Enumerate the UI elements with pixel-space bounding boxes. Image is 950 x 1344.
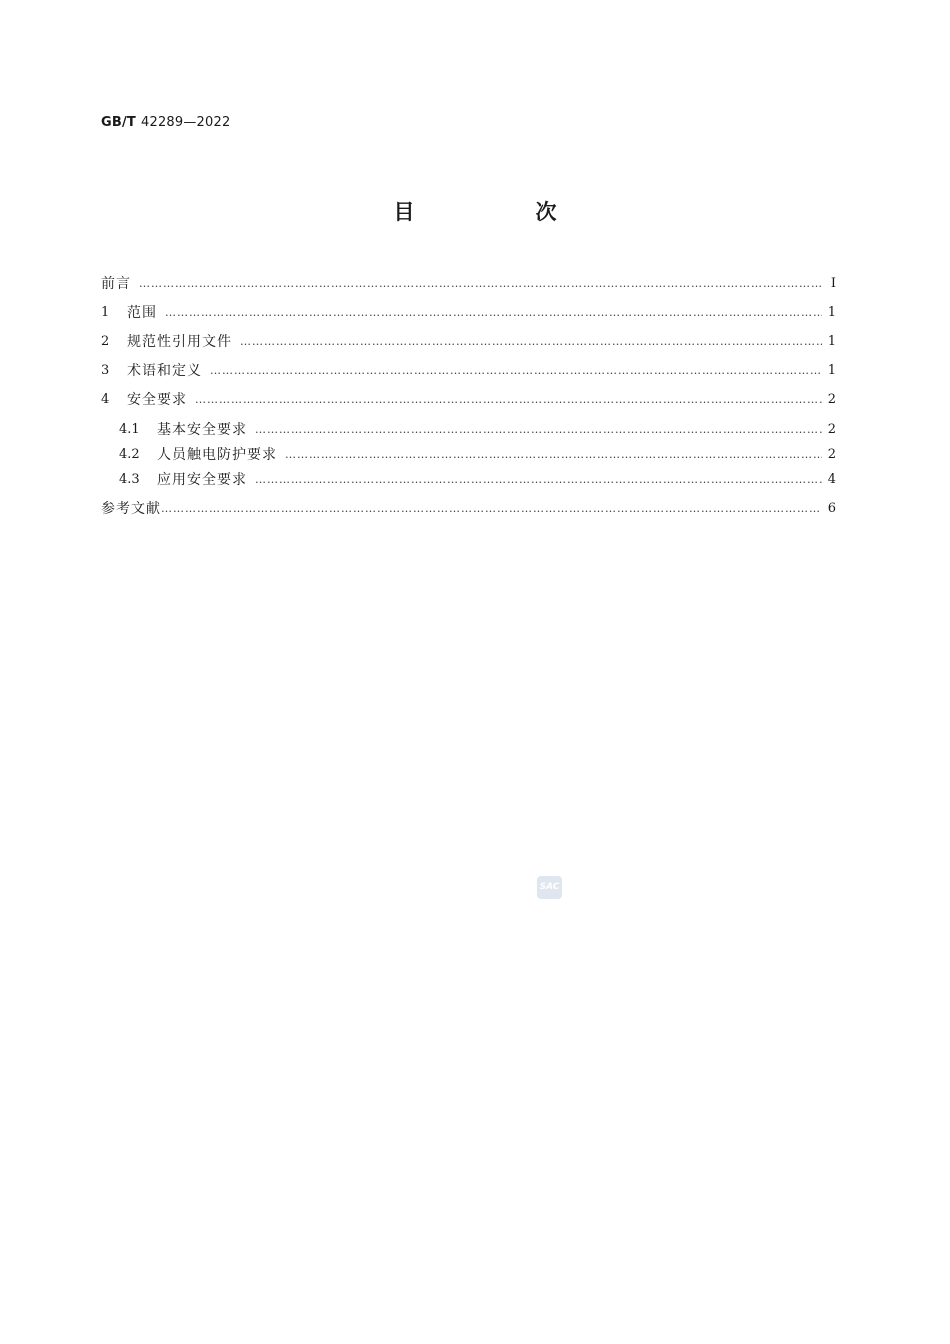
toc-entry-label: 前言 — [101, 276, 131, 292]
toc-entry-bibliography[interactable] — [101, 499, 836, 519]
page-title: 目 次 — [393, 200, 607, 224]
toc-entry-label: 基本安全要求 — [157, 422, 247, 438]
sac-watermark-logo: SAC — [537, 876, 562, 899]
standard-number: 42289—2022 — [141, 115, 231, 130]
toc-entry-page: 2 — [827, 422, 836, 437]
toc-entry-label: 人员触电防护要求 — [157, 447, 277, 463]
toc-entry-page: 1 — [827, 334, 836, 349]
toc-entry-page: 2 — [827, 392, 836, 407]
table-of-contents — [101, 0, 836, 1344]
toc-leader-dots — [210, 361, 822, 381]
toc-entry-page: 1 — [827, 305, 836, 320]
toc-entry-number: 4.1 — [119, 422, 140, 437]
toc-leader-dots — [240, 332, 822, 352]
toc-entry-page: 2 — [827, 447, 836, 462]
toc-entry-label: 范围 — [127, 305, 157, 321]
toc-entry-foreword[interactable] — [101, 274, 836, 294]
toc-entry-scope[interactable] — [101, 303, 836, 323]
toc-entry-basic-safety[interactable] — [119, 420, 836, 440]
toc-entry-page: 4 — [827, 472, 836, 487]
standard-prefix: GB/T — [101, 115, 136, 130]
toc-entry-page: 6 — [827, 501, 836, 516]
toc-leader-dots — [165, 303, 822, 323]
toc-leader-dots — [139, 274, 822, 294]
toc-entry-page: Ⅰ — [830, 276, 836, 291]
toc-leader-dots — [161, 499, 822, 519]
toc-leader-dots — [195, 390, 822, 410]
toc-leader-dots — [255, 470, 822, 490]
toc-entry-label: 应用安全要求 — [157, 472, 247, 488]
toc-entry-number: 4.3 — [119, 472, 140, 487]
toc-entry-safety-requirements[interactable] — [101, 390, 836, 410]
toc-entry-number: 3 — [101, 363, 110, 378]
toc-entry-label: 术语和定义 — [127, 363, 202, 379]
toc-entry-terms-definitions[interactable] — [101, 361, 836, 381]
toc-entry-page: 1 — [827, 363, 836, 378]
toc-entry-normative-references[interactable] — [101, 332, 836, 352]
toc-entry-number: 4.2 — [119, 447, 140, 462]
toc-entry-label: 规范性引用文件 — [127, 334, 232, 350]
toc-entry-label: 参考文献 — [101, 501, 161, 517]
toc-leader-dots — [255, 420, 822, 440]
toc-entry-label: 安全要求 — [127, 392, 187, 408]
toc-entry-number: 4 — [101, 392, 110, 407]
toc-entry-number: 2 — [101, 334, 110, 349]
toc-leader-dots — [285, 445, 822, 465]
toc-entry-application-safety[interactable] — [119, 470, 836, 490]
toc-entry-shock-protection[interactable] — [119, 445, 836, 465]
toc-entry-number: 1 — [101, 305, 110, 320]
